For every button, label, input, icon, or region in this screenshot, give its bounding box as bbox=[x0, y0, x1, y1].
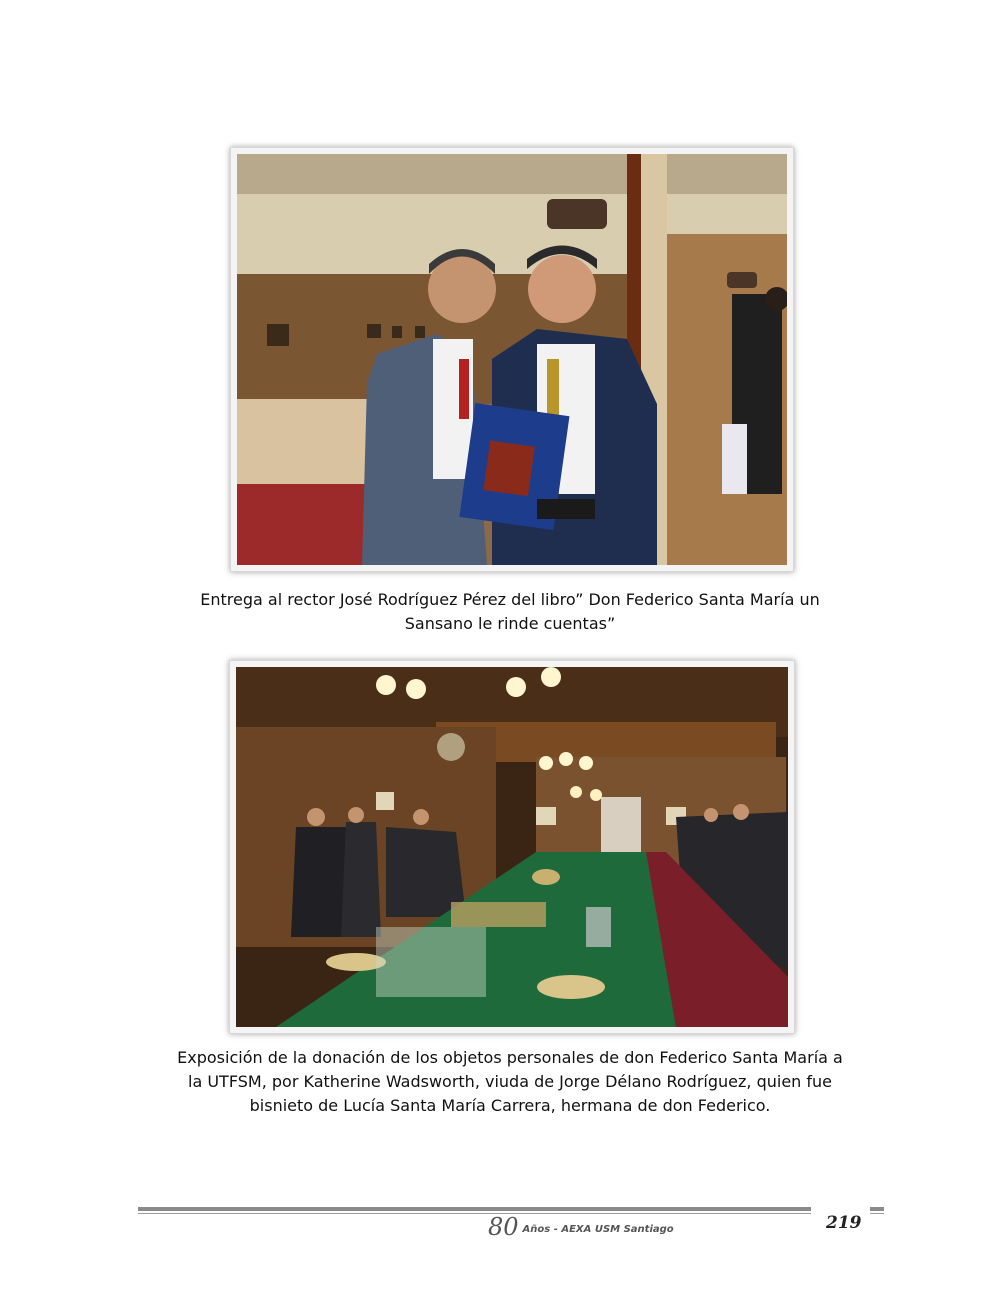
photo-book-presentation-caption bbox=[160, 588, 860, 636]
footer-logo-number: 80 bbox=[488, 1213, 519, 1241]
photo-book-presentation-image bbox=[237, 154, 787, 565]
photo-book-presentation bbox=[230, 147, 794, 572]
caption-line: Sansano le rinde cuentas” bbox=[404, 614, 616, 633]
footer-rule-thin bbox=[138, 1213, 811, 1214]
photo-exhibition-room-image bbox=[236, 667, 788, 1027]
footer-logo bbox=[488, 1213, 674, 1239]
footer-rule-tab-thin bbox=[870, 1213, 884, 1214]
caption-line: la UTFSM, por Katherine Wadsworth, viuda de Jorge Délano Rodríguez, quien fue bbox=[188, 1072, 832, 1091]
caption-line: Exposición de la donación de los objetos personales de don Federico Santa María a bbox=[177, 1048, 843, 1067]
photo-exhibition-room bbox=[229, 660, 795, 1034]
footer-rule bbox=[138, 1207, 811, 1211]
caption-line: Entrega al rector José Rodríguez Pérez del libro” Don Federico Santa María un bbox=[200, 590, 820, 609]
caption-line: bisnieto de Lucía Santa María Carrera, hermana de don Federico. bbox=[249, 1096, 771, 1115]
footer-logo-text: Años - AEXA USM Santiago bbox=[522, 1224, 674, 1235]
page-number: 219 bbox=[826, 1213, 862, 1233]
photo-exhibition-room-caption bbox=[150, 1046, 870, 1118]
footer-rule-tab bbox=[870, 1207, 884, 1211]
